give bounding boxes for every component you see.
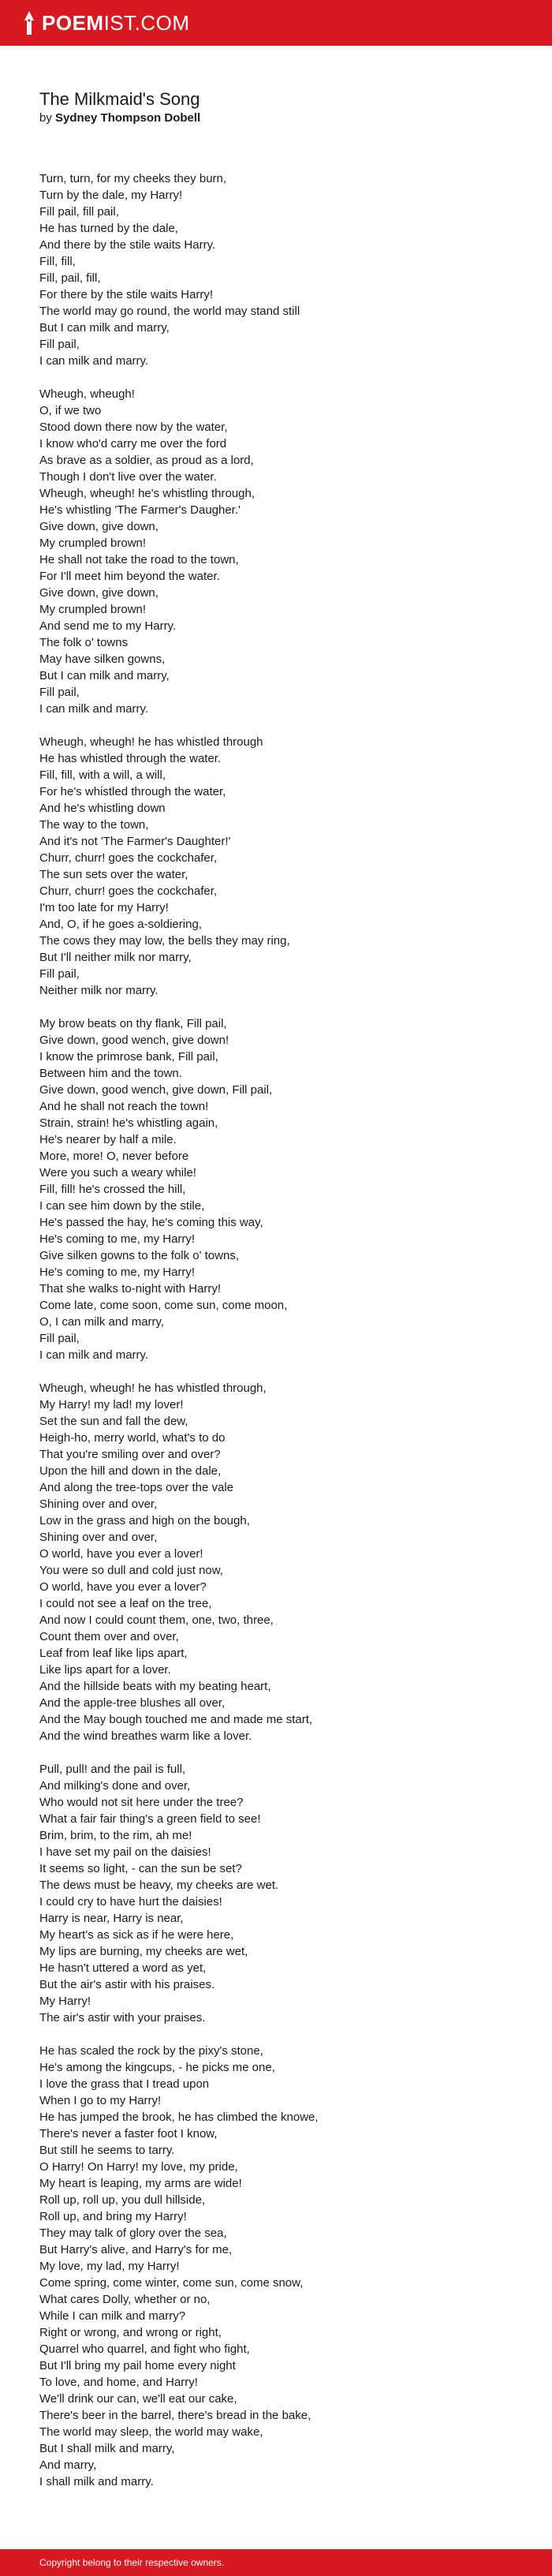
poem-line: Were you such a weary while!	[39, 1166, 196, 1180]
poem-line: Leaf from leaf like lips apart,	[39, 1647, 188, 1660]
poem-line: May have silken gowns,	[39, 652, 166, 666]
poem-stanza	[39, 1015, 513, 1363]
poem-line: For there by the stile waits Harry!	[39, 288, 214, 301]
poem-line: We'll drink our can, we'll eat our cake,	[39, 2392, 237, 2406]
poem-line: Between him and the town.	[39, 1067, 182, 1080]
poem-line: My heart is leaping, my arms are wide!	[39, 2177, 242, 2190]
poem-line: O world, have you ever a lover!	[39, 1547, 203, 1561]
poem-line: And the wind breathes warm like a lover.	[39, 1729, 252, 1743]
poem-line: Wheugh, wheugh!	[39, 387, 135, 401]
poem-line: And now I could count them, one, two, three,	[39, 1613, 274, 1627]
poem-line: And he's whistling down	[39, 802, 166, 815]
poem-stanza	[39, 734, 513, 999]
poem-line: And there by the stile waits Harry.	[39, 238, 216, 252]
poem-line: Upon the hill and down in the dale,	[39, 1464, 222, 1478]
poem-line: But still he seems to tarry.	[39, 2144, 175, 2157]
poem-line: He's whistling 'The Farmer's Daugher.'	[39, 503, 241, 517]
site-logo-text	[42, 13, 190, 33]
poem-stanza	[39, 170, 513, 369]
poem-line: My lips are burning, my cheeks are wet,	[39, 1945, 248, 1958]
poem-line: There's beer in the barrel, there's bread in the bake,	[39, 2409, 311, 2422]
poem-line: He's passed the hay, he's coming this way,	[39, 1216, 263, 1229]
poem-line: Wheugh, wheugh! he has whistled through,	[39, 1381, 267, 1395]
poem-line: You were so dull and cold just now,	[39, 1564, 223, 1577]
poem-line: Roll up, roll up, you dull hillside,	[39, 2193, 206, 2207]
poem-line: He has jumped the brook, he has climbed the knowe,	[39, 2111, 319, 2124]
poem-line: The dews must be heavy, my cheeks are wet.	[39, 1879, 279, 1892]
poem-line: I have set my pail on the daisies!	[39, 1845, 211, 1859]
site-footer	[0, 2549, 552, 2576]
poem-line: But I can milk and marry,	[39, 321, 170, 335]
poem-line: While I can milk and marry?	[39, 2309, 186, 2323]
poem-line: It seems so light, - can the sun be set?	[39, 1862, 242, 1875]
poem-line: What cares Dolly, whether or no,	[39, 2293, 211, 2306]
poem-line: The world may go round, the world may stand still	[39, 305, 300, 318]
poem-stanza	[39, 1761, 513, 2026]
poem-line: My Harry!	[39, 1995, 91, 2008]
poem-line: And along the tree-tops over the vale	[39, 1481, 233, 1494]
poem-line: And the May bough touched me and made me start,	[39, 1713, 313, 1726]
poem-line: Stood down there now by the water,	[39, 421, 228, 434]
poem-line: And it's not 'The Farmer's Daughter!'	[39, 835, 231, 848]
poem-line: But I'll neither milk nor marry,	[39, 951, 192, 964]
poem-line: That she walks to-night with Harry!	[39, 1282, 222, 1295]
poem-line: What a fair fair thing's a green field to see!	[39, 1812, 261, 1826]
poem-line: He has scaled the rock by the pixy's stone,	[39, 2044, 263, 2058]
poem-line: Churr, churr! goes the cockchafer,	[39, 851, 218, 865]
poem-line: Come spring, come winter, come sun, come snow,	[39, 2276, 304, 2290]
brand-strong: POEM	[42, 11, 104, 35]
poem-line: I can milk and marry.	[39, 702, 149, 716]
poem-line: My heart's as sick as if he were here,	[39, 1928, 234, 1942]
poem-line: Set the sun and fall the dew,	[39, 1415, 188, 1428]
poem-line: I'm too late for my Harry!	[39, 901, 169, 914]
poem-line: Who would not sit here under the tree?	[39, 1796, 244, 1809]
poem-line: My love, my lad, my Harry!	[39, 2260, 180, 2273]
poem-line: The cows they may low, the bells they may ring,	[39, 934, 290, 948]
poem-line: The folk o' towns	[39, 636, 129, 649]
poem-line: For I'll meet him beyond the water.	[39, 570, 220, 583]
poem-line: Like lips apart for a lover.	[39, 1663, 171, 1677]
poem-line: Give down, give down,	[39, 520, 159, 533]
poem-line: When I go to my Harry!	[39, 2094, 162, 2107]
poem-line: Give down, give down,	[39, 586, 159, 600]
poem-line: Heigh-ho, merry world, what's to do	[39, 1431, 226, 1445]
poem-line: Wheugh, wheugh! he's whistling through,	[39, 487, 255, 500]
poem-line: And he shall not reach the town!	[39, 1100, 209, 1113]
poem-line: The sun sets over the water,	[39, 868, 188, 881]
poem-line: I can milk and marry.	[39, 354, 149, 368]
poem-line: Fill, fill! he's crossed the hill,	[39, 1183, 186, 1196]
poem-line: Shining over and over,	[39, 1531, 158, 1544]
poem-line: Harry is near, Harry is near,	[39, 1912, 184, 1925]
poem-body	[39, 170, 513, 2490]
poem-line: I love the grass that I tread upon	[39, 2077, 210, 2091]
poem-line: He has turned by the dale,	[39, 222, 178, 235]
poem-line: He has whistled through the water.	[39, 752, 222, 765]
poem-line: I know who'd carry me over the ford	[39, 437, 227, 451]
poem-line: Neither milk nor marry.	[39, 984, 159, 997]
poem-line: O, I can milk and marry,	[39, 1315, 165, 1329]
poem-line: He's among the kingcups, - he picks me one,	[39, 2061, 275, 2074]
poem-line: As brave as a soldier, as proud as a lord,	[39, 454, 254, 467]
poem-line: Pull, pull! and the pail is full,	[39, 1763, 186, 1776]
poem-line: I could not see a leaf on the tree,	[39, 1597, 212, 1610]
poem-line: And marry,	[39, 2458, 97, 2472]
poem-line: Strain, strain! he's whistling again,	[39, 1116, 218, 1130]
site-logo-link[interactable]	[24, 11, 190, 35]
poem-line: Fill pail,	[39, 338, 80, 351]
poem-line: My crumpled brown!	[39, 603, 147, 616]
poem-line: That you're smiling over and over?	[39, 1448, 221, 1461]
poem-line: Fill pail,	[39, 686, 80, 699]
poem-line: And send me to my Harry.	[39, 619, 177, 633]
pen-nib-icon	[24, 11, 35, 35]
poem-line: Fill, pail, fill,	[39, 271, 101, 285]
poem-line: The way to the town,	[39, 818, 149, 832]
poem-line: My Harry! my lad! my lover!	[39, 1398, 184, 1411]
poem-line: Fill pail,	[39, 967, 80, 981]
poem-line: O world, have you ever a lover?	[39, 1580, 207, 1594]
poem-line: I can see him down by the stile,	[39, 1199, 205, 1213]
poem-line: But Harry's alive, and Harry's for me,	[39, 2243, 233, 2256]
poem-line: I can milk and marry.	[39, 1348, 149, 1362]
poem-line: Right or wrong, and wrong or right,	[39, 2326, 222, 2339]
poem-line: Fill, fill,	[39, 255, 76, 268]
poem-line: But I can milk and marry,	[39, 669, 170, 682]
poem-line: He's nearer by half a mile.	[39, 1133, 177, 1146]
poem-line: But the air's astir with his praises.	[39, 1978, 215, 1991]
poem-line: To love, and home, and Harry!	[39, 2376, 198, 2389]
poem-line: Though I don't live over the water.	[39, 470, 217, 484]
poem-line: Brim, brim, to the rim, ah me!	[39, 1829, 192, 1842]
poem-line: Shining over and over,	[39, 1497, 158, 1511]
poem-line: He's coming to me, my Harry!	[39, 1232, 196, 1246]
poem-line: They may talk of glory over the sea,	[39, 2226, 227, 2240]
copyright-text: Copyright belong to their respective owners.	[39, 2557, 225, 2568]
poem-line: Wheugh, wheugh! he has whistled through	[39, 735, 263, 749]
poem-line: Give silken gowns to the folk o' towns,	[39, 1249, 239, 1262]
poem-stanza	[39, 386, 513, 717]
poem-line: Roll up, and bring my Harry!	[39, 2210, 187, 2223]
poem-line: Fill pail,	[39, 1332, 80, 1345]
poem-line: Give down, good wench, give down, Fill pail,	[39, 1083, 273, 1097]
poem-title: The Milkmaid's Song	[39, 89, 200, 109]
poem-line: There's never a faster foot I know,	[39, 2127, 218, 2140]
poem-line: Quarrel who quarrel, and fight who fight,	[39, 2342, 250, 2356]
poem-line: Give down, good wench, give down!	[39, 1034, 229, 1047]
poem-line: He's coming to me, my Harry!	[39, 1266, 196, 1279]
poem-line: I could cry to have hurt the daisies!	[39, 1895, 222, 1909]
poem-line: The world may sleep, the world may wake,	[39, 2425, 263, 2439]
poem-line: Turn by the dale, my Harry!	[39, 189, 183, 202]
poem-content	[39, 88, 513, 2507]
poem-line: Fill pail, fill pail,	[39, 205, 119, 219]
poem-line: O, if we two	[39, 404, 102, 417]
poem-line: My brow beats on thy flank, Fill pail,	[39, 1017, 227, 1030]
poem-stanza	[39, 2043, 513, 2490]
poem-line: But I'll bring my pail home every night	[39, 2359, 236, 2372]
poem-line: The air's astir with your praises.	[39, 2011, 206, 2025]
poem-byline	[39, 110, 513, 126]
poem-line: He hasn't uttered a word as yet,	[39, 1961, 207, 1975]
poem-line: Churr, churr! goes the cockchafer,	[39, 884, 218, 898]
poem-line: And milking's done and over,	[39, 1779, 191, 1793]
poem-line: I shall milk and marry.	[39, 2475, 154, 2488]
author-link[interactable]: Sydney Thompson Dobell	[55, 111, 201, 125]
poem-line: And, O, if he goes a-soldiering,	[39, 918, 202, 931]
poem-line: Come late, come soon, come sun, come moon,	[39, 1299, 288, 1312]
byline-prefix: by	[39, 111, 52, 125]
poem-line: And the apple-tree blushes all over,	[39, 1696, 226, 1710]
poem-line: Fill, fill, with a will, a will,	[39, 768, 166, 782]
poem-line: Low in the grass and high on the bough,	[39, 1514, 250, 1527]
poem-line: For he's whistled through the water,	[39, 785, 226, 798]
poem-line: More, more! O, never before	[39, 1150, 189, 1163]
poem-line: O Harry! On Harry! my love, my pride,	[39, 2160, 238, 2174]
poem-line: But I shall milk and marry,	[39, 2442, 175, 2455]
site-header	[0, 0, 552, 46]
poem-line: He shall not take the road to the town,	[39, 553, 239, 566]
poem-stanza	[39, 1380, 513, 1744]
poem-line: Count them over and over,	[39, 1630, 179, 1643]
poem-line: Turn, turn, for my cheeks they burn,	[39, 172, 227, 185]
poem-line: I know the primrose bank, Fill pail,	[39, 1050, 218, 1064]
poem-line: And the hillside beats with my beating heart,	[39, 1680, 271, 1693]
brand-light: IST.COM	[103, 11, 190, 35]
poem-line: My crumpled brown!	[39, 537, 147, 550]
